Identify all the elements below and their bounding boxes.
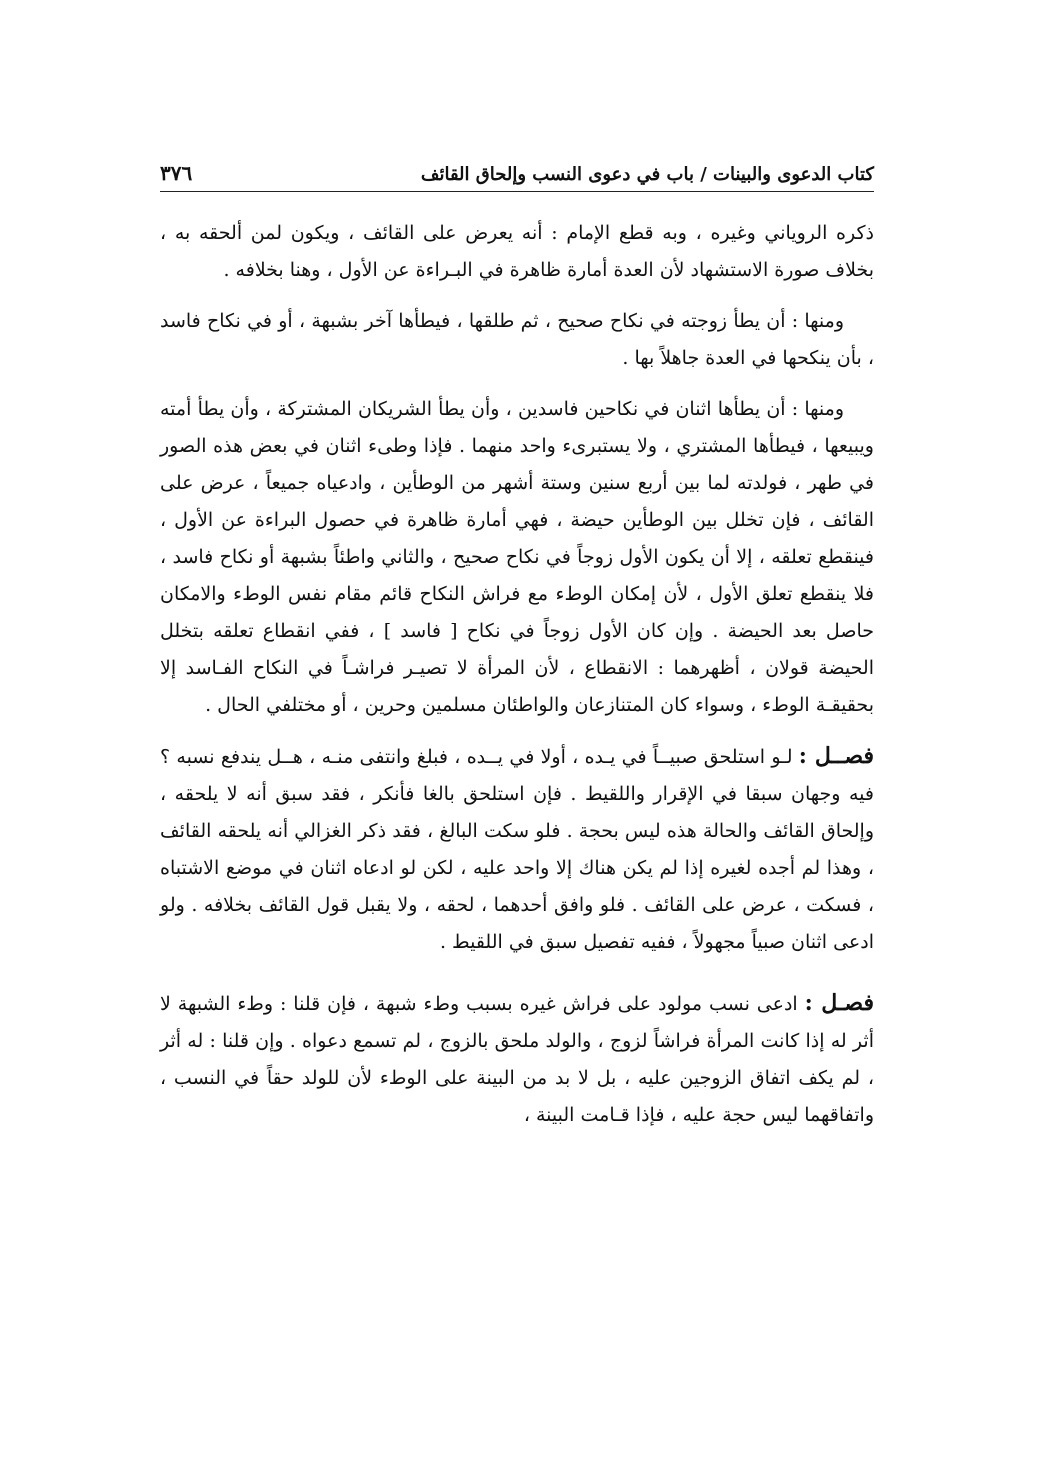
page-number: ٣٧٦ bbox=[160, 161, 193, 185]
paragraph-3 bbox=[160, 391, 874, 724]
paragraph-text: ادعى نسب مولود على فراش غيره بسبب وطء شبهة ، فإن قلنا : وطء الشبهة لا أثر له إذا كانت المرأة فراشاً لزوج ، والولد ملحق بالزوج ، لم تسمع دعواه . وإن قلنا : له أثر ، لم يكف اتفاق الزوجين عليه ، بل لا بد من البينة على الوطء لأن للولد حقاً في النسب ، واتفاقهما ليس حجة عليه ، فإذا قـامت البينة ، bbox=[160, 993, 874, 1126]
paragraph-text: لـو استلحق صبيــاً في يـده ، أولا في يــده ، فبلغ وانتفى منـه ، هــل يندفع نسبه ؟ فيه وجهان سبقا في الإقرار واللقيط . فإن استلحق بالغا فأنكر ، فقد سبق أنه لا يلحقه ، وإلحاق القائف والحالة هذه ليس بحجة . فلو سكت البالغ ، فقد ذكر الغزالي أنه يلحقه القائف ، وهذا لم أجده لغيره إذا لم يكن هناك إلا واحد عليه ، لكن لو ادعاه اثنان في موضع الاشتباه ، فسكت ، عرض على القائف . فلو وافق أحدهما ، لحقه ، ولا يقبل قول القائف بخلافه . ولو ادعى اثنان صبياً مجهولاً ، ففيه تفصيل سبق في اللقيط . bbox=[160, 746, 874, 953]
page-header bbox=[160, 152, 874, 192]
paragraph-text: ومنها : أن يطأ زوجته في نكاح صحيح ، ثم طلقها ، فيطأها آخر بشبهة ، أو في نكاح فاسد ، بأن ينكحها في العدة جاهلاً بها . bbox=[160, 310, 874, 369]
paragraph-1 bbox=[160, 215, 874, 289]
section-label: فصـل : bbox=[804, 990, 875, 1016]
paragraph-text: ومنها : أن يطأها اثنان في نكاحين فاسدين ، وأن يطأ الشريكان المشتركة ، وأن يطأ أمته ويبيعها ، فيطأها المشتري ، ولا يستبرىء واحد منهما . فإذا وطىء اثنان في بعض هذه الصور في طهر ، فولدته لما بين أربع سنين وستة أشهر من الوطأين ، وادعياه جميعاً ، عرض على القائف ، فإن تخلل بين الوطأين حيضة ، فهي أمارة ظاهرة في حصول البراءة عن الأول ، فينقطع تعلقه ، إلا أن يكون الأول زوجاً في نكاح صحيح ، والثاني واطئاً بشبهة أو نكاح فاسد ، فلا ينقطع تعلق الأول ، لأن إمكان الوطء مع فراش النكاح قائم مقام نفس الوطء والامكان حاصل بعد الحيضة . وإن كان الأول زوجاً في نكاح [ فاسد ] ، ففي انقطاع تعلقه بتخلل الحيضة قولان ، أظهرهما : الانقطاع ، لأن المرأة لا تصيـر فراشـاً في النكاح الفـاسد إلا بحقيقـة الوطء ، وسواء كان المتنازعان والواطئان مسلمين وحرين ، أو مختلفي الحال . bbox=[160, 398, 874, 716]
page-body bbox=[160, 215, 874, 1148]
paragraph-text: ذكره الروياني وغيره ، وبه قطع الإمام : أنه يعرض على القائف ، ويكون لمن ألحقه به ، بخلاف صورة الاستشهاد لأن العدة أمارة ظاهرة في البـراءة عن الأول ، وهنا بخلافه . bbox=[160, 222, 874, 281]
section-fasl-2 bbox=[160, 985, 874, 1134]
paragraph-2 bbox=[160, 303, 874, 377]
running-title: كتاب الدعوى والبينات / باب في دعوى النسب وإلحاق القائف bbox=[420, 164, 874, 185]
section-label: فصــل : bbox=[798, 743, 874, 769]
section-fasl-1 bbox=[160, 738, 874, 961]
